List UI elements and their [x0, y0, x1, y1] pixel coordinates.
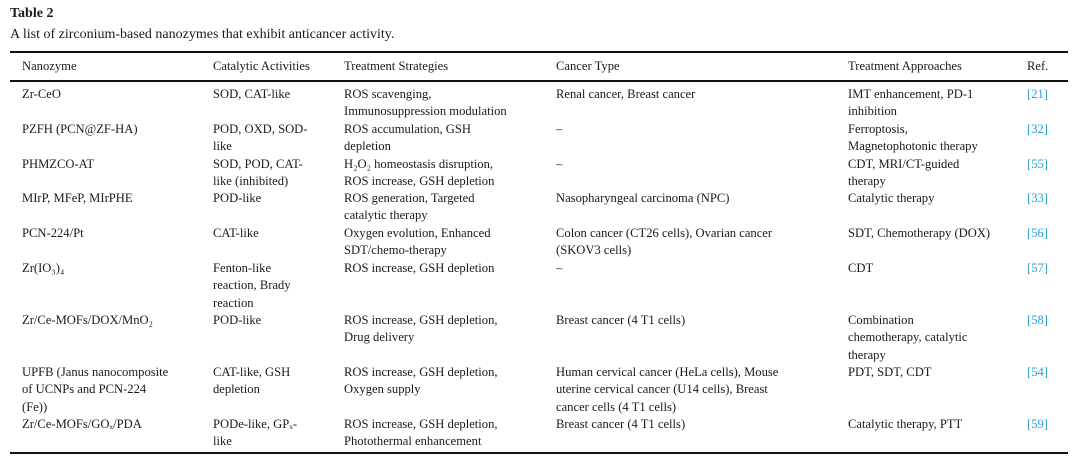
table-label: Table 2 — [10, 6, 54, 21]
reference-link[interactable]: [56] — [1027, 226, 1048, 240]
cell-catalytic-activities: POD-like — [213, 313, 262, 327]
cell-treatment-strategies: Oxygen evolution, Enhanced SDT/chemo-therapy — [344, 226, 491, 258]
reference-link[interactable]: [21] — [1027, 87, 1048, 101]
bottom-rule — [10, 452, 1068, 454]
cell-nanozyme: Zr-CeO — [22, 87, 61, 101]
cell-cancer-type: – — [556, 122, 563, 136]
cell-cancer-type: Nasopharyngeal carcinoma (NPC) — [556, 191, 730, 205]
cell-cancer-type: Renal cancer, Breast cancer — [556, 87, 696, 101]
cell-cancer-type: – — [556, 157, 563, 171]
cell-treatment-strategies: ROS increase, GSH depletion, Photothermal enhancement — [344, 417, 498, 449]
cell-cancer-type: Breast cancer (4 T1 cells) — [556, 313, 686, 327]
cell-treatment-strategies: ROS scavenging, Immunosuppression modulation — [344, 87, 507, 119]
cell-nanozyme: Zr(IO₃)₄ — [22, 261, 65, 275]
column-header-nanozyme: Nanozyme — [22, 59, 77, 73]
cell-catalytic-activities: SOD, POD, CAT- like (inhibited) — [213, 157, 303, 189]
cell-treatment-approaches: PDT, SDT, CDT — [848, 365, 932, 379]
reference-link[interactable]: [32] — [1027, 122, 1048, 136]
column-header-treatment-strategies: Treatment Strategies — [344, 59, 449, 73]
column-header-catalytic-activities: Catalytic Activities — [213, 59, 310, 73]
cell-cancer-type: – — [556, 261, 563, 275]
cell-cancer-type: Human cervical cancer (HeLa cells), Mouse uterine cervical cancer (U14 cells), Breast cancer cells (4 T1 cells) — [556, 365, 779, 414]
cell-nanozyme: PCN-224/Pt — [22, 226, 84, 240]
cell-treatment-approaches: Catalytic therapy, PTT — [848, 417, 963, 431]
column-header-ref: Ref. — [1027, 59, 1049, 73]
cell-treatment-strategies: ROS accumulation, GSH depletion — [344, 122, 471, 154]
cell-cancer-type: Breast cancer (4 T1 cells) — [556, 417, 686, 431]
cell-nanozyme: Zr/Ce-MOFs/DOX/MnO₂ — [22, 313, 154, 327]
cell-nanozyme: MIrP, MFeP, MIrPHE — [22, 191, 133, 205]
cell-treatment-approaches: CDT — [848, 261, 874, 275]
reference-link[interactable]: [59] — [1027, 417, 1048, 431]
reference-link[interactable]: [55] — [1027, 157, 1048, 171]
reference-link[interactable]: [57] — [1027, 261, 1048, 275]
cell-catalytic-activities: CAT-like — [213, 226, 259, 240]
cell-catalytic-activities: SOD, CAT-like — [213, 87, 291, 101]
reference-link[interactable]: [33] — [1027, 191, 1048, 205]
column-header-cancer-type: Cancer Type — [556, 59, 620, 73]
cell-treatment-strategies: ROS increase, GSH depletion, Drug delivery — [344, 313, 498, 345]
column-header-treatment-approaches: Treatment Approaches — [848, 59, 962, 73]
cell-catalytic-activities: CAT-like, GSH depletion — [213, 365, 291, 397]
cell-catalytic-activities: POD, OXD, SOD- like — [213, 122, 308, 154]
cell-nanozyme: UPFB (Janus nanocomposite of UCNPs and PCN-224 (Fe)) — [22, 365, 169, 414]
top-rule — [10, 51, 1068, 53]
reference-link[interactable]: [58] — [1027, 313, 1048, 327]
cell-nanozyme: PHMZCO-AT — [22, 157, 95, 171]
cell-nanozyme: Zr/Ce-MOFs/GOₓ/PDA — [22, 417, 142, 431]
cell-treatment-approaches: Combination chemotherapy, catalytic therapy — [848, 313, 968, 362]
cell-treatment-approaches: CDT, MRI/CT-guided therapy — [848, 157, 960, 189]
cell-catalytic-activities: POD-like — [213, 191, 262, 205]
cell-treatment-strategies: ROS increase, GSH depletion, Oxygen supply — [344, 365, 498, 397]
cell-cancer-type: Colon cancer (CT26 cells), Ovarian cancer (SKOV3 cells) — [556, 226, 773, 258]
reference-link[interactable]: [54] — [1027, 365, 1048, 379]
cell-treatment-strategies: ROS increase, GSH depletion — [344, 261, 495, 275]
cell-catalytic-activities: PODe-like, GPₓ- like — [213, 417, 298, 449]
cell-treatment-approaches: Ferroptosis, Magnetophotonic therapy — [848, 122, 978, 154]
table-caption: A list of zirconium-based nanozymes that exhibit anticancer activity. — [10, 27, 395, 42]
cell-catalytic-activities: Fenton-like reaction, Brady reaction — [213, 261, 291, 310]
cell-treatment-strategies: H₂O₂ homeostasis disruption, ROS increase, GSH depletion — [344, 157, 495, 189]
cell-treatment-strategies: ROS generation, Targeted catalytic therapy — [344, 191, 475, 223]
cell-nanozyme: PZFH (PCN@ZF-HA) — [22, 122, 138, 136]
cell-treatment-approaches: SDT, Chemotherapy (DOX) — [848, 226, 991, 240]
cell-treatment-approaches: Catalytic therapy — [848, 191, 935, 205]
cell-treatment-approaches: IMT enhancement, PD-1 inhibition — [848, 87, 974, 119]
header-rule — [10, 80, 1068, 82]
